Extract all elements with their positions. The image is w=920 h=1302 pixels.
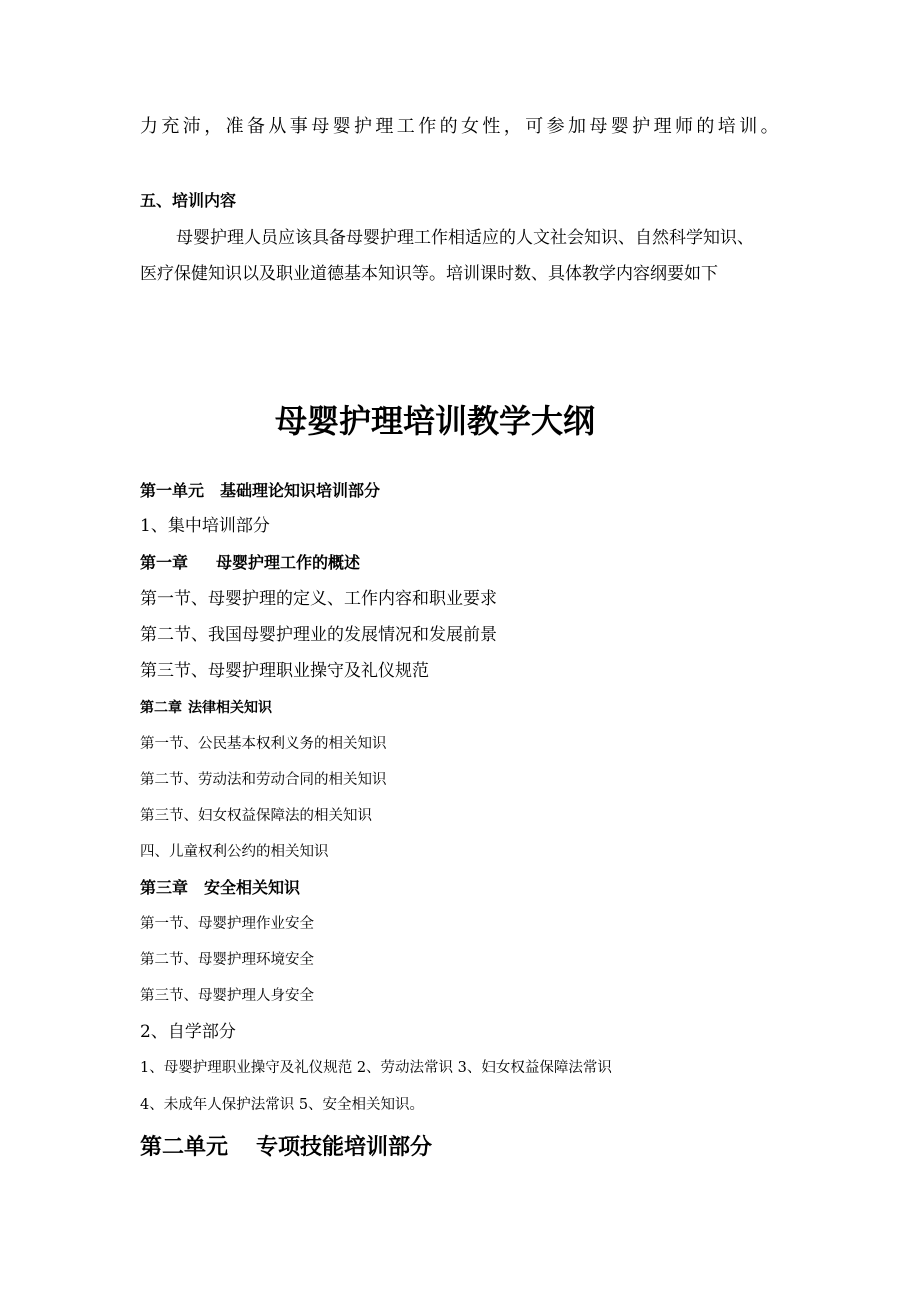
outline-title-text: 母婴护理培训教学大纲	[274, 402, 595, 440]
chapter1-heading	[140, 555, 360, 571]
unit2-heading	[140, 1137, 432, 1159]
chapter2-heading	[140, 701, 272, 715]
unit2-name: 专项技能培训部分	[256, 1135, 433, 1160]
chapter2-section-2: 第二节、劳动法和劳动合同的相关知识	[140, 772, 387, 788]
chapter1-label: 第一章	[140, 553, 189, 572]
chapter2-section-3: 第三节、妇女权益保障法的相关知识	[140, 808, 372, 824]
self-study-line2: 4、未成年人保护法常识 5、安全相关知识。	[140, 1097, 425, 1113]
intro-continuation: 力充沛，准备从事母婴护理工作的女性，可参加母婴护理师的培训。	[140, 116, 782, 137]
unit1-name: 基础理论知识培训部分	[220, 481, 381, 500]
chapter2-label: 第二章	[140, 700, 182, 716]
chapter3-label: 第三章	[140, 878, 189, 897]
chapter1-name: 母婴护理工作的概述	[216, 553, 361, 572]
unit1-label: 第一单元	[140, 481, 205, 500]
part1-heading: 1、集中培训部分	[140, 516, 270, 536]
chapter3-section-3: 第三节、母婴护理人身安全	[140, 988, 314, 1004]
part2-heading: 2、自学部分	[140, 1022, 236, 1042]
outline-title	[0, 396, 920, 442]
section-five-paragraph-line1: 母婴护理人员应该具备母婴护理工作相适应的人文社会知识、自然科学知识、	[176, 228, 754, 248]
self-study-line1: 1、母婴护理职业操守及礼仪规范 2、劳动法常识 3、妇女权益保障法常识	[140, 1060, 612, 1076]
chapter3-section-1: 第一节、母婴护理作业安全	[140, 916, 314, 932]
chapter1-section-2: 第二节、我国母婴护理业的发展情况和发展前景	[140, 625, 497, 645]
section-five-heading: 五、培训内容	[140, 191, 237, 210]
chapter2-section-1: 第一节、公民基本权利义务的相关知识	[140, 736, 387, 752]
chapter3-section-2: 第二节、母婴护理环境安全	[140, 952, 314, 968]
chapter3-name: 安全相关知识	[204, 878, 301, 897]
chapter1-section-3: 第三节、母婴护理职业操守及礼仪规范	[140, 661, 429, 681]
chapter2-name: 法律相关知识	[188, 700, 272, 716]
section-five-paragraph-line2: 医疗保健知识以及职业道德基本知识等。培训课时数、具体教学内容纲要如下	[140, 264, 718, 284]
chapter2-section-4: 四、儿童权利公约的相关知识	[140, 844, 329, 860]
chapter1-section-1: 第一节、母婴护理的定义、工作内容和职业要求	[140, 589, 497, 609]
unit2-label: 第二单元	[140, 1135, 229, 1160]
unit1-heading	[140, 483, 380, 499]
chapter3-heading	[140, 880, 300, 896]
